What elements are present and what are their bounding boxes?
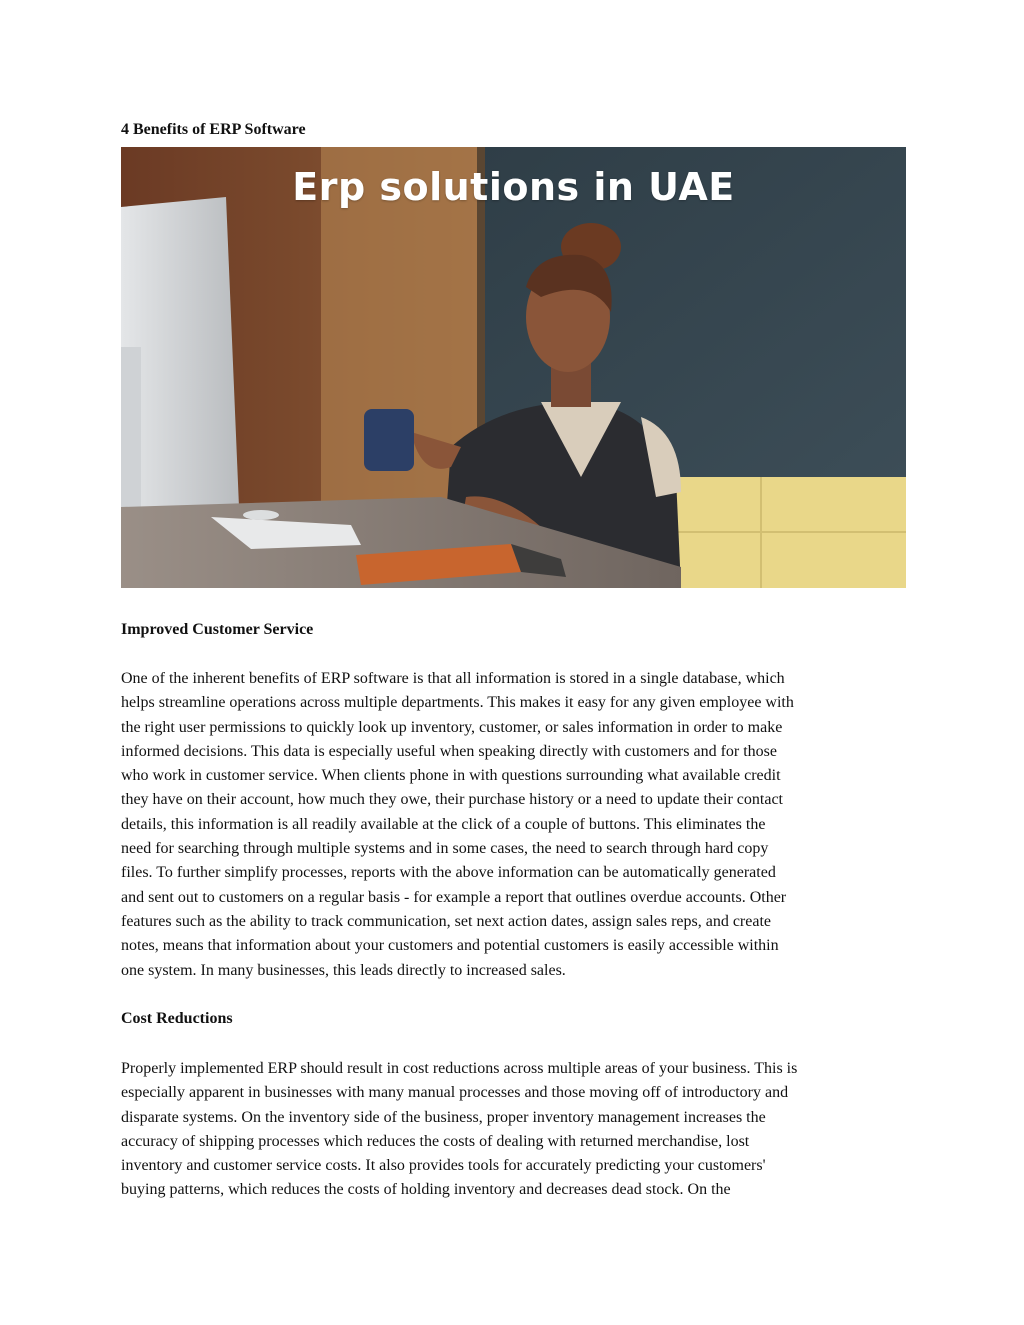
section-heading-cost-reductions: Cost Reductions	[121, 1010, 233, 1027]
paragraph-line: buying patterns, which reduces the costs of holding inventory and decreases dead stock. On the	[121, 1181, 731, 1199]
paragraph-line: the right user permissions to quickly look up inventory, customer, or sales information in order to make	[121, 718, 783, 736]
hero-image	[121, 147, 906, 588]
section-heading-improved-customer-service: Improved Customer Service	[121, 621, 314, 638]
paragraph-line: inventory and customer service costs. It also provides tools for accurately predicting your customers'	[121, 1157, 766, 1175]
hero-image-caption: Erp solutions in UAE	[292, 165, 735, 209]
paragraph-line: disparate systems. On the inventory side of the business, proper inventory management increases the	[121, 1108, 766, 1126]
paragraph-line: helps streamline operations across multiple departments. This makes it easy for any given employee with	[121, 694, 794, 712]
hero-photo-illustration	[121, 147, 906, 588]
paragraph-line: need for searching through multiple systems and in some cases, the need to search through hard copy	[121, 840, 769, 858]
section-paragraph-cost-reductions	[121, 1057, 911, 1203]
paragraph-line: details, this information is all readily available at the click of a couple of buttons. This eliminates the	[121, 815, 766, 833]
paragraph-line: Properly implemented ERP should result in cost reductions across multiple areas of your business. This is	[121, 1060, 798, 1077]
paragraph-line: who work in customer service. When clients phone in with questions surrounding what available credit	[121, 767, 781, 785]
paragraph-line: features such as the ability to track communication, set next action dates, assign sales reps, and create	[121, 912, 771, 930]
paragraph-line: accuracy of shipping processes which reduces the costs of dealing with returned merchandise, lost	[121, 1132, 750, 1150]
section-paragraph-customer-service	[121, 667, 911, 983]
paragraph-line: they have on their account, how much they owe, their purchase history or a need to update their contact	[121, 791, 783, 809]
paragraph-line: one system. In many businesses, this leads directly to increased sales.	[121, 961, 566, 979]
paragraph-line: especially apparent in businesses with many manual processes and those moving off of introductory and	[121, 1084, 789, 1102]
paragraph-line: files. To further simplify processes, reports with the above information can be automatically generated	[121, 864, 776, 882]
paragraph-line: informed decisions. This data is especially useful when speaking directly with customers and for those	[121, 742, 777, 760]
paragraph-line: One of the inherent benefits of ERP software is that all information is stored in a single database, which	[121, 670, 785, 687]
page-title: 4 Benefits of ERP Software	[121, 121, 306, 138]
paragraph-line: notes, means that information about your customers and potential customers is easily accessible within	[121, 937, 779, 955]
paragraph-line: and sent out to customers on a regular basis - for example a report that outlines overdue accounts. Other	[121, 888, 787, 906]
